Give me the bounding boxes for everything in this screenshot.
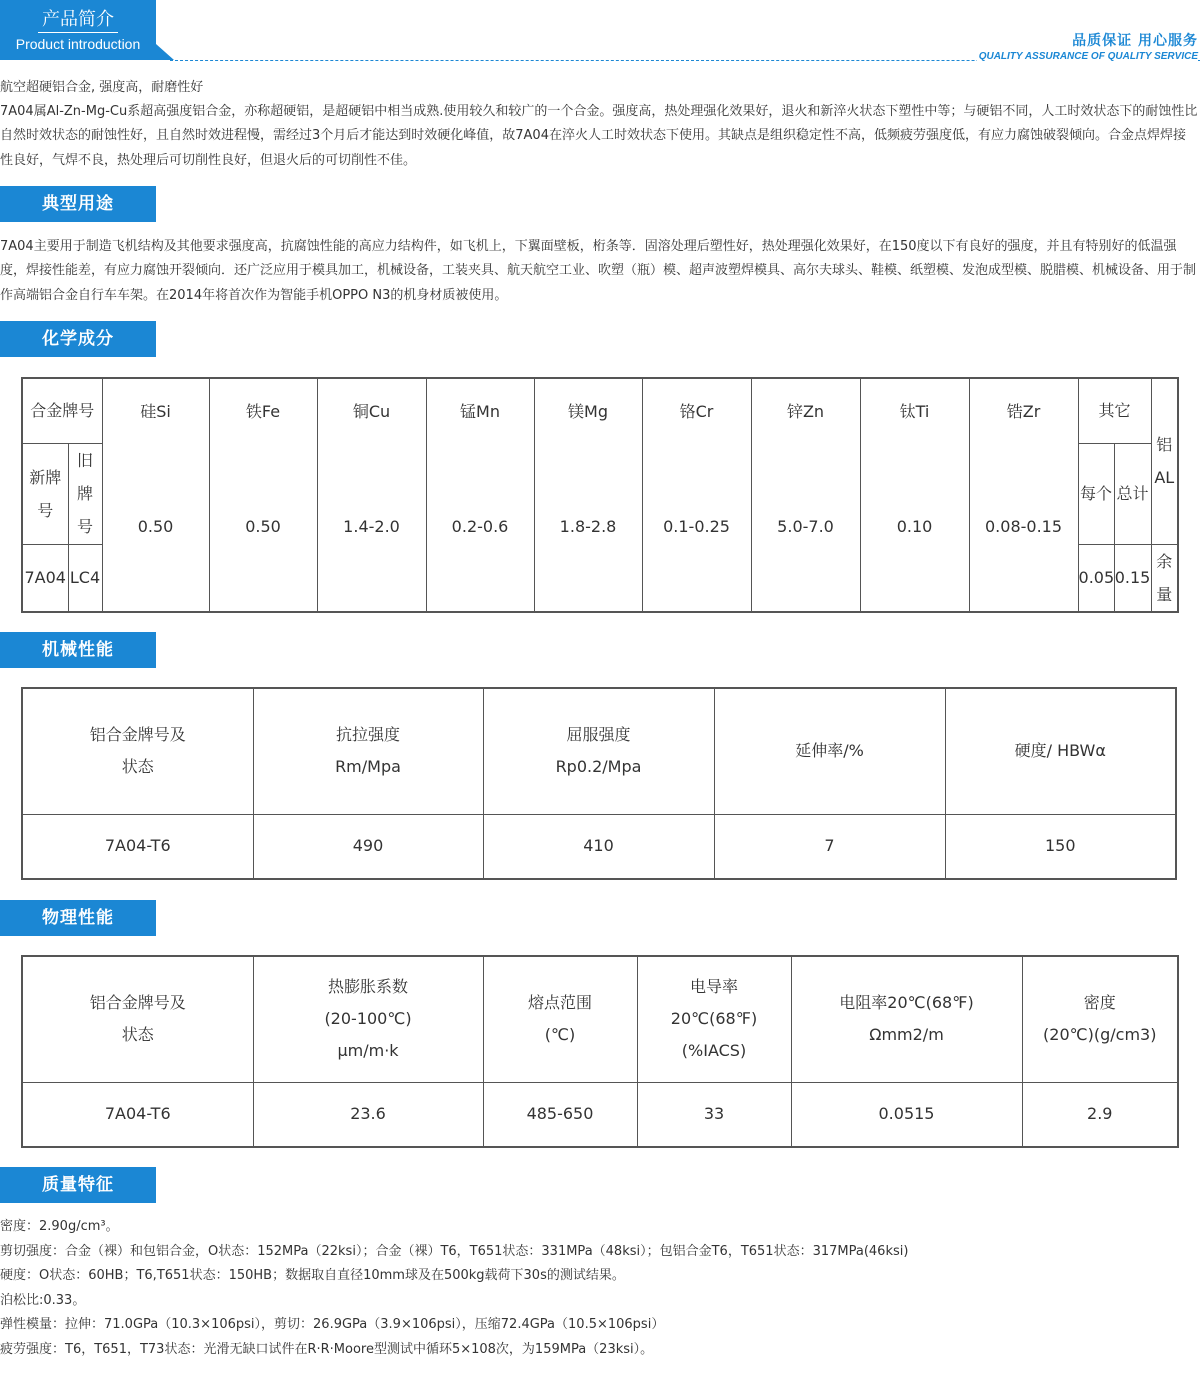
chem-value: 1.4-2.0 xyxy=(343,517,400,536)
chem-h-old-2: 牌 xyxy=(77,484,94,503)
mech-h-yield xyxy=(483,688,714,814)
mech-h-hard: 硬度/ HBWα xyxy=(945,688,1176,814)
chem-h-old-1: 旧 xyxy=(77,451,94,470)
chem-h-el: 钛Ti xyxy=(860,378,969,612)
phys-h-cond-a: 电导率 xyxy=(689,977,738,997)
chem-h-el: 硅Si xyxy=(102,378,209,612)
chem-h-el: 铬Cr xyxy=(642,378,751,612)
mech-h-alloy-a: 铝合金牌号及 xyxy=(89,725,186,745)
chem-al-balance xyxy=(1151,544,1178,612)
mech-table xyxy=(21,687,1177,880)
section-title-mech: 机械性能 xyxy=(0,632,156,668)
quality-line: 泊松比:0.33。 xyxy=(0,1293,86,1308)
chem-value: 0.1-0.25 xyxy=(663,517,730,536)
phys-h-resistivity xyxy=(791,956,1022,1082)
intro-paragraph: 7A04属Al-Zn-Mg-Cu系超高强度铝合金，亦称超硬铝，是超硬铝中相当成熟.使用较久和较广的一个合金。强度高，热处理强化效果好，退火和新淬火状态下塑性中等；与硬铝不同，人工时效状态下的耐蚀性比自然时效状态的耐蚀性好，且自然时效进程慢，需经过3个月后才能达到时效硬化峰值，故7A04在淬火人工时效状态下使用。其缺点是组织稳定性不高，低频疲劳强度低，有应力腐蚀破裂倾向。合金点焊焊接性良好，气焊不良，热处理后可切削性良好，但退火后的可切削性不佳。 xyxy=(0,104,1198,168)
phys-cell: 0.0515 xyxy=(791,1082,1022,1147)
mech-cell: 7A04-T6 xyxy=(22,814,253,879)
phys-cell: 7A04-T6 xyxy=(22,1082,253,1147)
chem-table xyxy=(21,377,1179,613)
phys-data-row xyxy=(22,1082,1178,1147)
phys-cell: 2.9 xyxy=(1022,1082,1178,1147)
chem-h-old xyxy=(68,443,102,544)
chem-h-el: 铜Cu xyxy=(317,378,426,612)
chem-value: 0.2-0.6 xyxy=(451,517,509,536)
chem-h-el: 锆Zr xyxy=(969,378,1078,612)
phys-h-exp-a: 热膨胀系数 xyxy=(327,977,408,997)
section-title-quality: 质量特征 xyxy=(0,1167,156,1203)
chem-header-row xyxy=(22,378,1178,443)
mech-h-alloy xyxy=(22,688,253,814)
phys-header-row xyxy=(22,956,1178,1082)
quality-line: 硬度：O状态：60HB；T6,T651状态：150HB；数据取自直径10mm球及在500kg载荷下30s的测试结果。 xyxy=(0,1268,625,1283)
phys-h-alloy-b: 状态 xyxy=(121,1025,154,1045)
quality-line: 密度：2.90g/cm³。 xyxy=(0,1219,119,1234)
chem-value: 1.8-2.8 xyxy=(559,517,617,536)
mech-cell: 7 xyxy=(714,814,945,879)
phys-h-density xyxy=(1022,956,1178,1082)
mech-h-yield-a: 屈服强度 xyxy=(566,725,631,745)
chem-h-other: 其它 xyxy=(1078,378,1151,443)
chem-al-1: 余 xyxy=(1156,551,1173,571)
phys-cell: 23.6 xyxy=(253,1082,483,1147)
chem-new-grade: 7A04 xyxy=(22,544,68,612)
mech-h-elong: 延伸率/% xyxy=(714,688,945,814)
chem-old-grade: LC4 xyxy=(68,544,102,612)
phys-h-res-b: Ωmm2/m xyxy=(869,1025,944,1045)
mech-cell: 150 xyxy=(945,814,1176,879)
mech-h-yield-b: Rp0.2/Mpa xyxy=(555,757,642,777)
chem-h-alloy: 合金牌号 xyxy=(22,378,102,443)
chem-value: 0.10 xyxy=(896,517,933,536)
slogan-en: QUALITY ASSURANCE OF QUALITY SERVICE xyxy=(978,51,1198,62)
chem-h-el: 镁Mg xyxy=(534,378,642,612)
usage-paragraph: 7A04主要用于制造飞机结构及其他要求强度高，抗腐蚀性能的高应力结构件，如飞机上，下翼面壁板，桁条等．固溶处理后塑性好，热处理强化效果好，在150度以下有良好的强度，并且有特别好的低温强度，焊接性能差，有应力腐蚀开裂倾向．还广泛应用于模具加工，机械设备，工装夹具、航天航空工业、吹塑（瓶）模、超声波塑焊模具、高尔夫球头、鞋模、纸塑模、发泡成型模、脱腊模、机械设备、用于制作高端铝合金自行车车架。在2014年将首次作为智能手机OPPO N3的机身材质被使用。 xyxy=(0,239,1197,303)
chem-h-el: 锰Mn xyxy=(426,378,534,612)
chem-value: 5.0-7.0 xyxy=(777,517,834,536)
mech-h-tensile-b: Rm/Mpa xyxy=(335,757,401,777)
chem-value: 0.08-0.15 xyxy=(985,517,1063,536)
mech-h-alloy-b: 状态 xyxy=(121,757,154,777)
slogan-cn: 品质保证 用心服务 xyxy=(1072,33,1198,49)
chem-each: 0.05 xyxy=(1078,544,1114,612)
quality-line: 剪切强度：合金（裸）和包铝合金，O状态：152MPa（22ksi）；合金（裸）T6，T651状态：331MPa（48ksi）；包铝合金T6，T651状态：317MPa(46ksi) xyxy=(0,1244,909,1259)
section-title-usage: 典型用途 xyxy=(0,186,156,222)
chem-h-new: 新牌号 xyxy=(22,443,68,544)
phys-h-exp-c: µm/m·k xyxy=(337,1041,399,1061)
mech-cell: 410 xyxy=(483,814,714,879)
page-header xyxy=(0,0,1200,70)
chem-value: 0.50 xyxy=(245,517,281,536)
chem-h-old-3: 号 xyxy=(77,517,94,536)
section-title-phys: 物理性能 xyxy=(0,900,156,936)
chem-h-el: 铁Fe xyxy=(209,378,317,612)
phys-h-melt-b: (℃) xyxy=(544,1025,576,1045)
section-title-chem: 化学成分 xyxy=(0,321,156,357)
chem-h-total: 总计 xyxy=(1114,443,1151,544)
chem-h-each: 每个 xyxy=(1078,443,1114,544)
quality-line: 弹性模量：拉伸：71.0GPa（10.3×106psi），剪切：26.9GPa（3.9×106psi），压缩72.4GPa（10.5×106psi） xyxy=(0,1317,665,1332)
chem-h-al xyxy=(1151,378,1178,544)
header-arrow-decoration xyxy=(156,44,174,60)
phys-h-alloy-a: 铝合金牌号及 xyxy=(89,993,186,1013)
chem-al-2: 量 xyxy=(1156,584,1173,604)
phys-cell: 485-650 xyxy=(483,1082,637,1147)
phys-h-melt-a: 熔点范围 xyxy=(527,993,592,1013)
mech-h-tensile-a: 抗拉强度 xyxy=(335,725,400,745)
phys-h-res-a: 电阻率20℃(68℉) xyxy=(839,993,974,1013)
phys-h-exp-b: (20-100℃) xyxy=(324,1009,412,1029)
mech-h-tensile xyxy=(253,688,483,814)
phys-h-melting xyxy=(483,956,637,1082)
mech-cell: 490 xyxy=(253,814,483,879)
header-title-en: Product introduction xyxy=(15,36,141,52)
chem-value: 0.50 xyxy=(137,517,174,536)
intro-line: 航空超硬铝合金, 强度高，耐磨性好 xyxy=(0,80,204,95)
phys-table xyxy=(21,955,1179,1148)
chem-h-al-2: AL xyxy=(1154,468,1175,488)
phys-h-dens-a: 密度 xyxy=(1083,993,1116,1013)
header-title-cn: 产品简介 xyxy=(38,9,118,33)
phys-h-alloy xyxy=(22,956,253,1082)
section-header-box xyxy=(0,0,156,60)
phys-h-conductivity xyxy=(637,956,791,1082)
phys-h-cond-c: (%IACS) xyxy=(681,1041,747,1061)
mech-data-row xyxy=(22,814,1176,879)
chem-h-el: 锌Zn xyxy=(751,378,860,612)
chem-total: 0.15 xyxy=(1114,544,1151,612)
phys-h-cond-b: 20℃(68℉) xyxy=(670,1009,758,1029)
phys-h-expansion xyxy=(253,956,483,1082)
chem-h-al-1: 铝 xyxy=(1156,435,1173,455)
phys-h-dens-b: (20℃)(g/cm3) xyxy=(1043,1025,1157,1045)
phys-cell: 33 xyxy=(637,1082,791,1147)
mech-header-row xyxy=(22,688,1176,814)
quality-line: 疲劳强度：T6，T651，T73状态：光滑无缺口试件在R·R·Moore型测试中循环5×108次，为159MPa（23ksi）。 xyxy=(0,1342,654,1357)
